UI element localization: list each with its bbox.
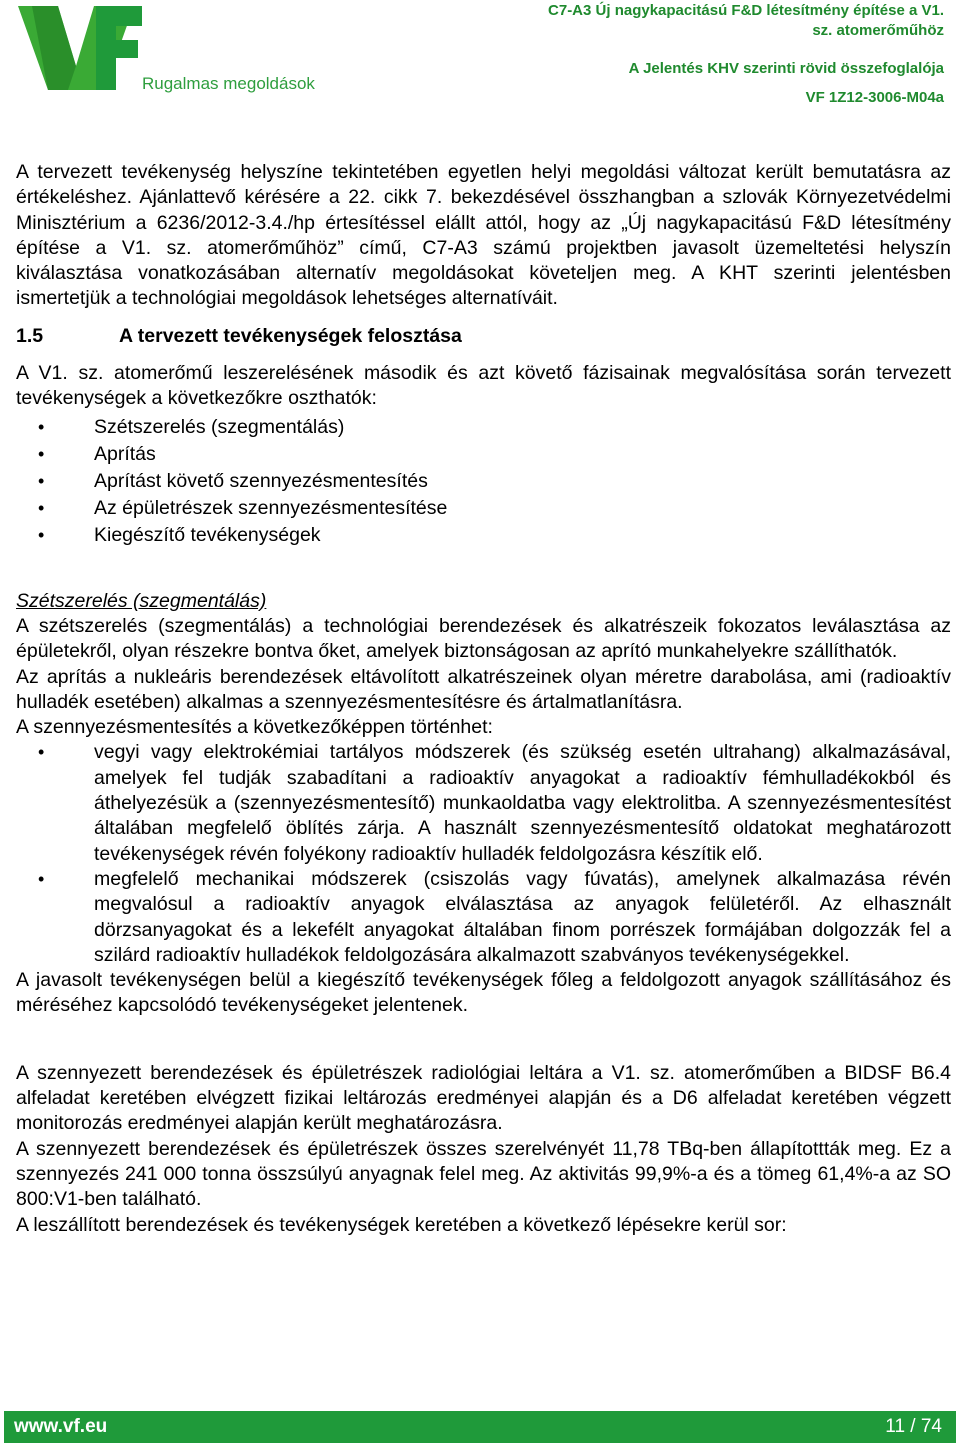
section-number: 1.5 xyxy=(16,324,44,347)
page-header xyxy=(0,0,960,120)
list-item: • megfelelő mechanikai módszerek (csiszolás vagy fúvatás), amelynek alkalmazása révén megvalósul a radioaktív anyagok elválasztása az anyagok felületéről. Az elhasznált dörzsanyagokat és a lekefélt anyagokat általában finom porrészek formájában dolgozzák fel a szilárd radioaktív hulladékok feldolgozására alkalmazott szabványos tevékenységekkel. xyxy=(16,867,951,968)
page-number: 11 / 74 xyxy=(885,1416,942,1437)
paragraph-segmentation: A szétszerelés (szegmentálás) a technológiai berendezések és alkatrészeik fokozatos leválasztása az épületekről, olyan részekre bontva őket, amelyek biztonságosan az aprító munkahelyekre szállíthatók. xyxy=(16,614,951,663)
activity-list xyxy=(16,414,951,549)
method-list xyxy=(16,740,951,968)
paragraph-crushing: Az aprítás a nukleáris berendezések eltávolított alkatrészeinek olyan méretre darabolása, ami (radioaktív hulladék esetében) alkalmas a szennyezésmentesítésre és ártalmatlanításra. xyxy=(16,665,951,713)
vf-logo xyxy=(18,6,142,90)
paragraph-decontamination-intro: A szennyezésmentesítés a következőképpen történhet: xyxy=(16,716,493,739)
footer-url[interactable]: www.vf.eu xyxy=(14,1416,108,1437)
list-item: • vegyi vagy elektrokémiai tartályos módszerek (és szükség esetén ultrahang) alkalmazásával, amelyek fel tudják szabadítani a radioaktív anyagokat a radioaktív fémhulladékokból és áthelyezésük a (szennyezésmentesítő) munkaoldatba vagy elektrolitba. A szennyezésmentesítést általában megfelelő öblítés zárja. A használt szennyezésmentesítő oldatokat meghatározott tevékenységek révén folyékony radioaktív hulladék feldolgozásra készítik elő. xyxy=(16,740,951,866)
section-title: A tervezett tevékenységek felosztása xyxy=(119,324,462,347)
doc-title-line1: C7-A3 Új nagykapacitású F&D létesítmény építése a V1. xyxy=(548,2,944,19)
paragraph-site: A tervezett tevékenység helyszíne tekintetében egyetlen helyi megoldási változat került bemutatásra az értékeléshez. Ajánlattevő kérésére a 22. cikk 7. bekezdésével összhangban a szlovák Környezetvédelmi Minisztérium a 6236/2012-3.4./hp értesítéssel elállt attól, hogy az „Új nagykapacitású F&D létesítmény építése a V1. sz. atomerőműhöz” című, C7-A3 számú projektben javasolt üzemeltetési helyszín kiválasztása vonatkozásában alternatív megoldásokat követeljen meg. A KHT szerinti jelentésben ismertetjük a technológiai megoldások lehetséges alternatíváit. xyxy=(16,161,951,310)
paragraph-activity: A szennyezett berendezések és épületrészek összes szerelvényét 11,78 TBq-ben állapítottták meg. Ez a szennyezés 241 000 tonna összsúlyú anyagnak felel meg. Az aktivitás 99,9%-a és a tömeg 61,4%-a az SO 800:V1-ben található. xyxy=(16,1137,951,1211)
list-item: • Kiegészítő tevékenységek xyxy=(16,522,951,549)
list-item: • Aprítás xyxy=(16,441,951,468)
paragraph-intro: A V1. sz. atomerőmű leszerelésének második és azt követő fázisainak megvalósítása során tervezett tevékenységek a következőkre oszthatók: xyxy=(16,362,951,410)
list-item: • Az épületrészek szennyezésmentesítése xyxy=(16,495,951,522)
paragraph-inventory: A szennyezett berendezések és épületrészek radiológiai leltára a V1. sz. atomerőműben a BIDSF B6.4 alfeladat keretében elvégzett fizikai leltározás eredményei alapján és a D6 alfeladat keretében végzett monitorozás eredményei alapján került meghatározásra. xyxy=(16,1061,951,1135)
page-footer xyxy=(4,1411,956,1443)
list-item: • Aprítást követő szennyezésmentesítés xyxy=(16,468,951,495)
doc-title-line2: sz. atomerőműhöz xyxy=(812,22,944,39)
paragraph-supplementary: A javasolt tevékenységen belül a kiegészítő tevékenységek főleg a feldolgozott anyagok szállításához és méréséhez kapcsolódó tevékenységeket jelentenek. xyxy=(16,969,951,1017)
paragraph-steps: A leszállított berendezések és tevékenységek keretében a következő lépésekre kerül sor: xyxy=(16,1213,787,1236)
doc-subtitle: A Jelentés KHV szerinti rövid összefoglalója xyxy=(628,60,944,77)
doc-code: VF 1Z12-3006-M04a xyxy=(805,89,944,106)
section-heading xyxy=(16,324,951,349)
subheading-segmentation: Szétszerelés (szegmentálás) xyxy=(16,589,267,612)
document-body xyxy=(16,160,951,1238)
tagline: Rugalmas megoldások xyxy=(142,74,315,93)
list-item: • Szétszerelés (szegmentálás) xyxy=(16,414,951,441)
